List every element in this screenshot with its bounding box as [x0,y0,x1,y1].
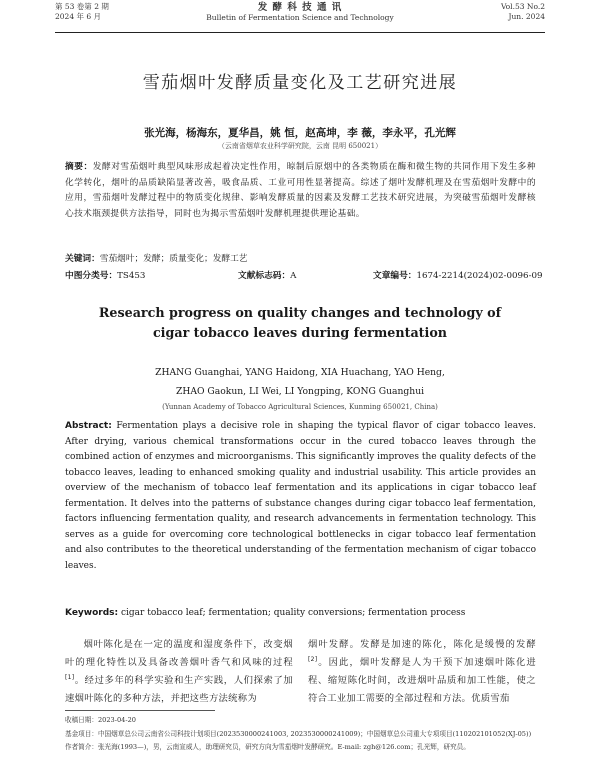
paper-title-cn: 雪茄烟叶发酵质量变化及工艺研究进展 [142,73,458,93]
issue-date-cn: 2024 年 6 月 [55,12,102,21]
affiliation-en: (Yunnan Academy of Tobacco Agricultural Sciences, Kunming 650021, China) [162,403,438,411]
received-date: 收稿日期：2023-04-20 [65,716,136,724]
header-divider [55,32,545,33]
abstract-label-en: Abstract: [65,421,112,431]
body-right-text-1: 烟叶发酵。发酵是加速的陈化，陈化是缓慢的发酵 [308,639,536,650]
body-column-left [65,636,293,708]
volume-issue-en [501,2,545,22]
volume-number-en: Vol.53 No.2 [500,2,545,11]
document-code [238,269,296,283]
title-en-line-2: cigar tobacco leaves during fermentation [152,325,448,340]
body-left-text-1: 烟叶陈化是在一定的温度和湿度条件下，改变烟叶的理化特性以及具备改善烟叶香气和风味的过程 [65,639,293,668]
footnotes [65,714,536,755]
volume-number: 第 53 卷第 2 期 [55,2,109,11]
body-right-text-2: 。因此，烟叶发酵是人为干预下加速烟叶陈化进程、缩短陈化时间，改进烟叶品质和加工性能，使之符合工业加工需要的全部过程和方法。优质雪茄 [308,657,536,704]
footnote-divider [65,710,215,711]
citation-ref: [2] [308,655,318,663]
abstract-cn [65,160,536,222]
title-en-line-1: Research progress on quality changes and technology of [98,305,502,320]
keywords-text-cn: 雪茄烟叶；发酵；质量变化；发酵工艺 [99,254,248,264]
body-left-text-2: 。经过多年的科学实验和生产实践，人们探索了加速烟叶陈化的多种方法，并把这些方法统称为 [65,675,293,704]
clc-number [65,269,145,283]
abstract-text-en: Fermentation plays a decisive role in shaping the typical flavor of cigar tobacco leaves. After drying, various chemical transformations occur in the cured tobacco leaves through the combined action of enzymes and microorganisms. This significantly improves the quality defects of the tobacco leaves, leading to enhanced smoking quality and industrial usability. This article provides an overview of the mechanism of tobacco leaf fermentation and its applications in cigar tobacco leaf fermentation. It delves into the patterns of substance changes during cigar tobacco leaf fermentation, factors influencing fermentation quality, and research advancements in fermentation technology. This serves as a guide for overcoming core technological bottlenecks in cigar tobacco leaf fermentation and also contributes to the theoretical understanding of the fermentation mechanism of cigar tobacco leaves. [65,421,536,571]
abstract-label-cn: 摘要： [65,162,93,172]
authors-en-line-1: ZHANG Guanghai, YANG Haidong, XIA Huachang, YAO Heng, [155,367,445,378]
article-number [373,269,543,283]
journal-name [55,2,545,23]
authors-en-line-2: ZHAO Gaokun, LI Wei, LI Yongping, KONG Guanghui [175,386,425,397]
article-no-label: 文章编号： [373,271,417,281]
citation-ref: [1] [65,673,75,681]
issue-date-en: Jun. 2024 [508,12,545,21]
body-column-right [308,636,536,708]
doc-code-label: 文献标志码： [238,271,291,281]
clc-label: 中图分类号： [65,271,118,281]
keywords-cn [65,252,536,268]
journal-name-en: Bulletin of Fermentation Science and Technology [206,13,394,22]
abstract-en [65,419,536,574]
funding-info: 基金项目：中国烟草总公司云南省公司科技计划项目(2023530000241003, 2023530000241009)；中国烟草总公司重大专项项目(110202101052(XJ-05)) [65,729,532,738]
journal-name-cn: 发 酵 科 技 通 讯 [257,2,343,13]
author-list-en [0,363,600,401]
clc-value: TS453 [117,271,146,281]
doc-code-value: A [290,271,297,281]
author-list-cn: 张光海，杨海东，夏华昌，姚 恒，赵高坤，李 薇，李永平，孔光辉 [144,127,456,139]
author-bio: 作者简介：张光海(1993—)，男，云南宣威人，助理研究员，研究方向为雪茄烟叶发酵研究。E-mail: zgh@126.com；孔光辉，研究员。 [65,743,470,751]
body-text [65,636,536,702]
paper-title-en [0,303,600,343]
keywords-label-en: Keywords: [65,608,119,618]
keywords-label-cn: 关键词： [65,254,100,264]
affiliation-cn: （云南省烟草农业科学研究院，云南 昆明 650021） [217,142,383,150]
article-no-value: 1674-2214(2024)02-0096-09 [416,271,543,281]
running-header [55,2,545,36]
keywords-text-en: cigar tobacco leaf; fermentation; quality conversions; fermentation process [121,608,466,618]
abstract-text-cn: 发酵对雪茄烟叶典型风味形成起着决定性作用，晾制后原烟中的各类物质在酶和微生物的共同作用下发生多种化学转化，烟叶的品质缺陷显著改善，吸食品质、工业可用性显著提高。综述了烟叶发酵机理及在雪茄烟叶发酵中的应用，雪茄烟叶发酵过程中的物质变化规律、影响发酵质量的因素及发酵工艺技术研究进展，为突破雪茄烟叶发酵核心技术瓶颈提供方法指导，同时也为揭示雪茄烟叶发酵机理提供理论基础。 [65,162,536,219]
keywords-en [65,606,536,621]
